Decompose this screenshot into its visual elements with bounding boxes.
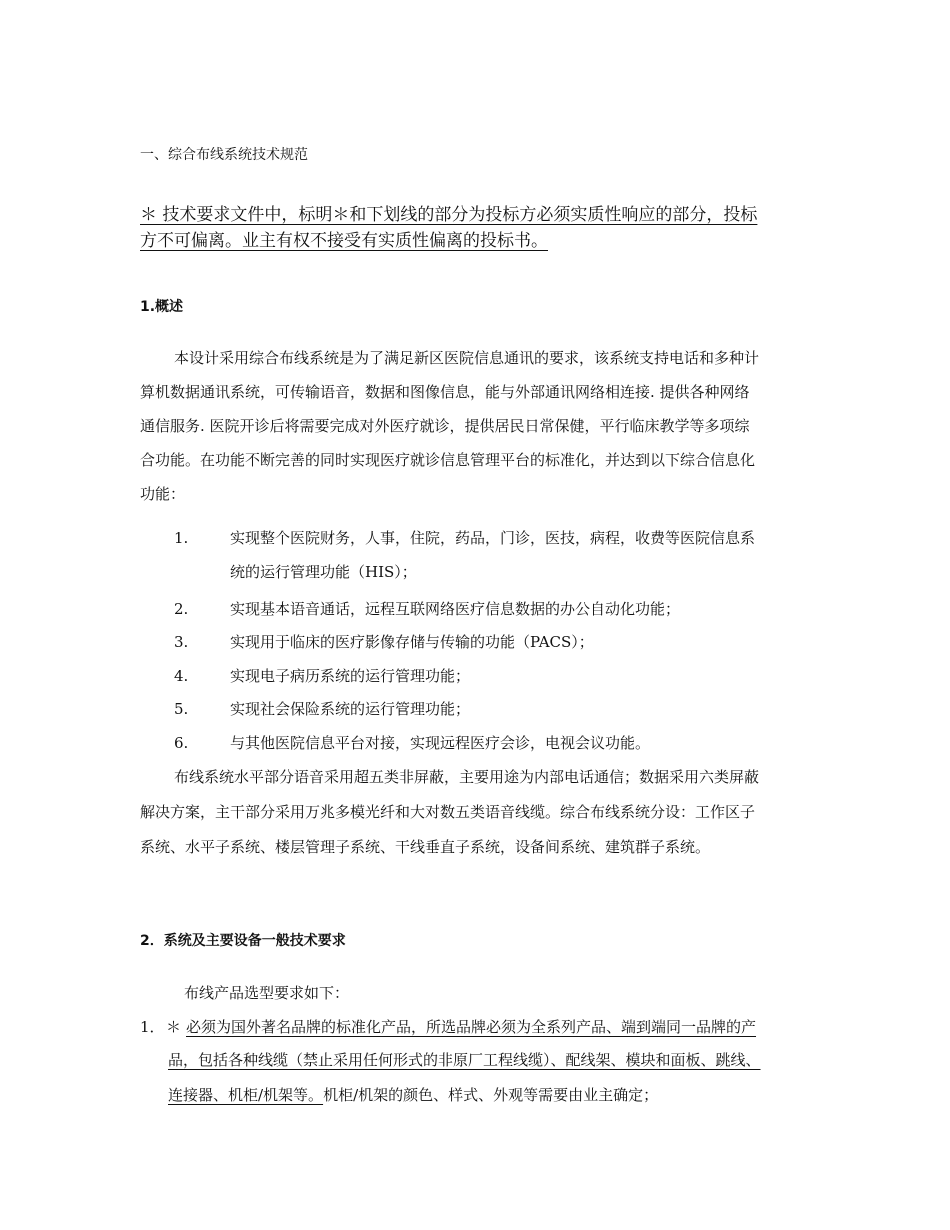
list-item <box>174 521 755 555</box>
section-heading: 一、综合布线系统技术规范 <box>140 147 308 163</box>
list-item <box>174 625 594 659</box>
requirement-continuation: 品，包括各种线缆（禁止采用任何形式的非原厂工程线缆）、配线架、模块和面板、跳线、 <box>168 1051 761 1069</box>
list-item-text: 与其他医院信息平台对接，实现远程医疗会诊，电视会议功能。 <box>230 734 651 752</box>
list-item-text: 实现用于临床的医疗影像存储与传输的功能（PACS）； <box>230 633 594 651</box>
list-item-number: 1. <box>174 529 189 547</box>
notice-line: 方不可偏离。业主有权不接受有实质性偏离的投标书。 <box>140 231 548 251</box>
required-marker: ＊ <box>166 1018 182 1036</box>
list-item <box>174 659 470 693</box>
list-item <box>174 592 680 626</box>
section-1-title: 1.概述 <box>140 299 184 315</box>
requirement-item <box>140 1010 756 1044</box>
cabling-paragraph-line: 布线系统水平部分语音采用超五类非屏蔽，主要用途为内部电话通信；数据采用六类屏蔽 <box>174 768 760 786</box>
intro-paragraph-line: 算机数据通讯系统，可传输语音，数据和图像信息，能与外部通讯网络相连接. 提供各种网络 <box>140 383 750 401</box>
list-item-number: 2. <box>174 600 189 618</box>
intro-paragraph-line: 通信服务. 医院开诊后将需要完成对外医疗就诊，提供居民日常保健，平行临床教学等多项综 <box>140 417 750 435</box>
list-item-text: 实现基本语音通话，远程互联网络医疗信息数据的办公自动化功能； <box>230 600 681 618</box>
list-item-text: 实现整个医院财务，人事，住院，药品，门诊，医技，病程，收费等医院信息系 <box>230 529 756 547</box>
requirement-number: 1． <box>140 1018 165 1036</box>
list-item-number: 6. <box>174 734 189 752</box>
list-item <box>174 692 470 726</box>
list-item <box>174 726 650 760</box>
section-2-title: 2．系统及主要设备一般技术要求 <box>140 933 346 949</box>
intro-paragraph-line: 本设计采用综合布线系统是为了满足新区医院信息通讯的要求，该系统支持电话和多种计 <box>174 349 760 367</box>
intro-paragraph-line: 功能： <box>140 485 186 503</box>
list-item-text: 实现社会保险系统的运行管理功能； <box>230 700 471 718</box>
requirement-underlined-text: 连接器、机柜/机架等。 <box>168 1086 324 1104</box>
list-item-continuation: 统的运行管理功能（HIS）； <box>230 563 417 581</box>
intro-paragraph-line: 合功能。在功能不断完善的同时实现医疗就诊信息管理平台的标准化，并达到以下综合信息化 <box>140 451 756 469</box>
list-item-number: 4. <box>174 667 189 685</box>
requirement-continuation <box>168 1078 658 1112</box>
notice-line: ＊ 技术要求文件中，标明＊和下划线的部分为投标方必须实质性响应的部分，投标 <box>140 205 758 225</box>
section-2-lead: 布线产品选型要求如下： <box>184 984 350 1002</box>
requirement-plain-text: 机柜/机架的颜色、样式、外观等需要由业主确定； <box>323 1086 659 1104</box>
cabling-paragraph-line: 系统、水平子系统、楼层管理子系统、干线垂直子系统，设备间系统、建筑群子系统。 <box>140 838 711 856</box>
cabling-paragraph-line: 解决方案，主干部分采用万兆多模光纤和大对数五类语音线缆。综合布线系统分设：工作区子 <box>140 803 756 821</box>
list-item-text: 实现电子病历系统的运行管理功能； <box>230 667 471 685</box>
requirement-text: 必须为国外著名品牌的标准化产品，所选品牌必须为全系列产品、端到端同一品牌的产 <box>186 1018 757 1036</box>
list-item-number: 5. <box>174 700 189 718</box>
list-item-number: 3. <box>174 633 189 651</box>
